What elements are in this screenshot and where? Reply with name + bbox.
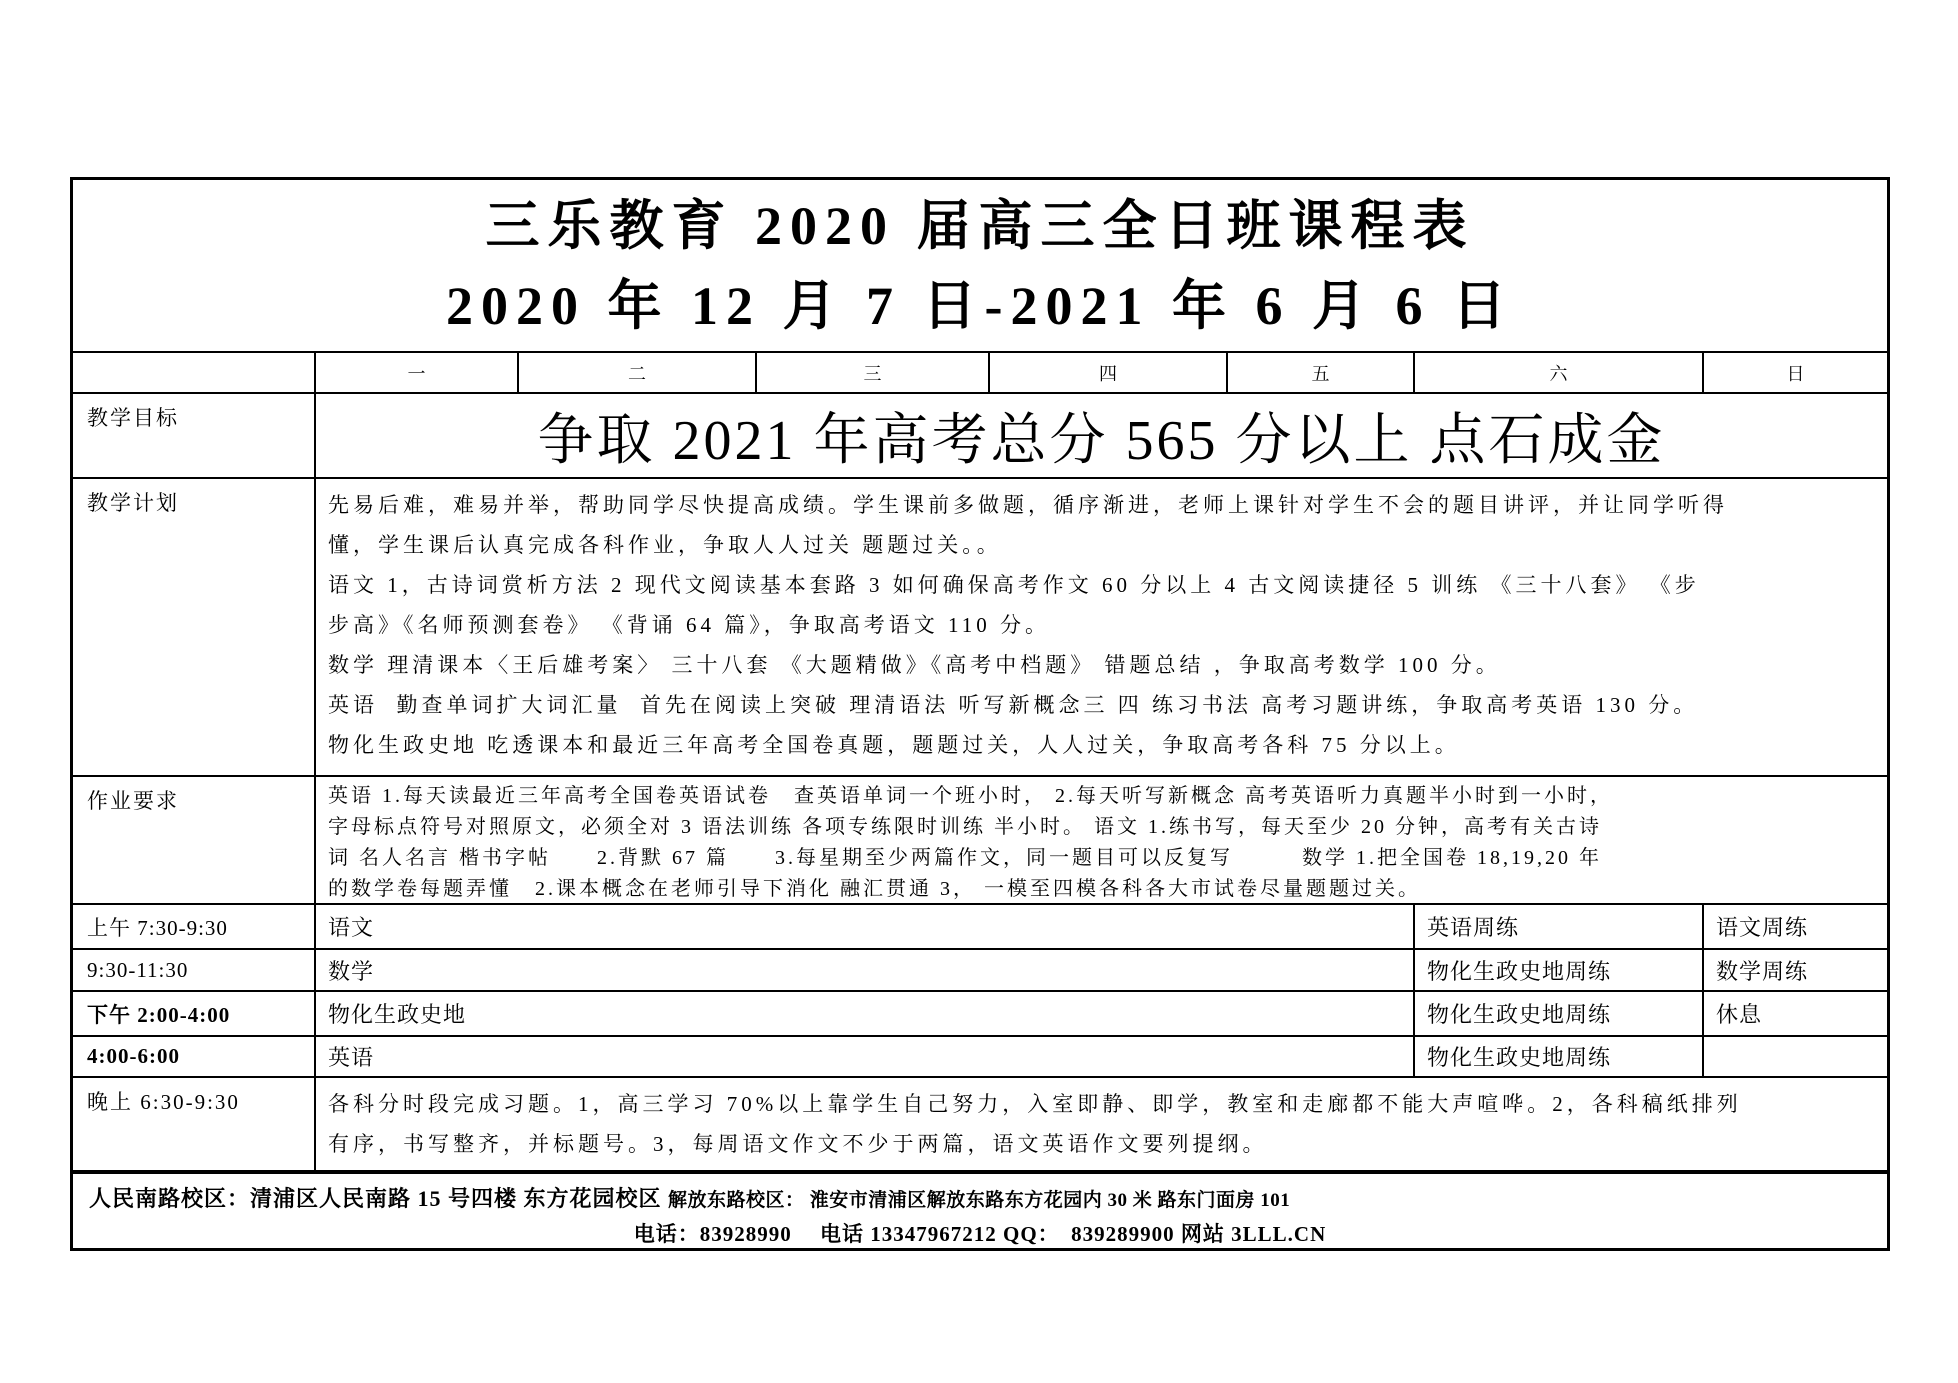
schedule-row-morning2 (73, 948, 1887, 990)
weekday-subject: 物化生政史地 (314, 992, 1413, 1035)
schedule-row-morning1 (73, 903, 1887, 948)
day-header-fri: 五 (1226, 353, 1413, 392)
sunday-activity (1702, 1037, 1887, 1076)
day-header-sun: 日 (1702, 353, 1887, 392)
evening-rules-content (314, 1078, 1887, 1170)
day-header-thu: 四 (988, 353, 1226, 392)
weekday-subject: 语文 (314, 905, 1413, 948)
weekday-subject: 英语 (314, 1037, 1413, 1076)
plan-line: 懂，学生课后认真完成各科作业，争取人人过关 题题过关。。 (328, 533, 1002, 557)
time-slot-label: 9:30-11:30 (87, 957, 189, 982)
day-header-tue: 二 (517, 353, 755, 392)
teaching-goal-row (73, 392, 1887, 477)
teaching-goal-label: 教学目标 (87, 406, 179, 430)
time-slot-label: 上午 7:30-9:30 (87, 915, 228, 940)
plan-line: 语文 1，古诗词赏析方法 2 现代文阅读基本套路 3 如何确保高考作文 60 分以上 4 古文阅读捷径 5 训练 《三十八套》 《步 (328, 573, 1700, 597)
homework-line: 词 名人名言 楷书字帖 2.背默 67 篇 3.每星期至少两篇作文，同一题目可以反复写 数学 1.把全国卷 18,19,20 年 (328, 847, 1602, 869)
plan-line: 英语 勤查单词扩大词汇量 首先在阅读上突破 理清语法 听写新概念三 四 练习书法 高考习题讲练，争取高考英语 130 分。 (328, 693, 1699, 717)
day-header-mon: 一 (314, 353, 517, 392)
saturday-activity: 物化生政史地周练 (1413, 992, 1702, 1035)
campus-main-address: 人民南路校区：清浦区人民南路 15 号四楼 东方花园校区 (89, 1186, 669, 1211)
plan-line: 先易后难，难易并举，帮助同学尽快提高成绩。学生课前多做题，循序渐进，老师上课针对学生不会的题目讲评，并让同学听得 (328, 493, 1728, 517)
teaching-goal-text: 争取 2021 年高考总分 565 分以上 点石成金 (314, 394, 1887, 477)
homework-requirements-row (73, 775, 1887, 903)
homework-line: 字母标点符号对照原文，必须全对 3 语法训练 各项专练限时训练 半小时。 语文 1.练书写，每天至少 20 分钟，高考有关古诗 (328, 816, 1602, 838)
saturday-activity: 物化生政史地周练 (1413, 950, 1702, 990)
campus-addresses (73, 1174, 1887, 1213)
evening-rule-line: 有序，书写整齐，并标题号。3，每周语文作文不少于两篇，语文英语作文要列提纲。 (328, 1132, 1268, 1156)
page-title: 三乐教育 2020 届高三全日班课程表 (485, 195, 1475, 256)
teaching-plan-row (73, 477, 1887, 775)
schedule-row-afternoon1 (73, 990, 1887, 1035)
campus-branch-address: 解放东路校区： 淮安市清浦区解放东路东方花园内 30 米 路东门面房 101 (668, 1190, 1291, 1211)
weekday-subject: 数学 (314, 950, 1413, 990)
plan-line: 步高》《名师预测套卷》 《背诵 64 篇》，争取高考语文 110 分。 (328, 613, 1050, 637)
page-subtitle: 2020 年 12 月 7 日-2021 年 6 月 6 日 (446, 275, 1514, 336)
schedule-row-evening (73, 1076, 1887, 1170)
saturday-activity: 物化生政史地周练 (1413, 1037, 1702, 1076)
teaching-plan-content (314, 479, 1887, 775)
schedule-table (70, 177, 1890, 1251)
schedule-row-afternoon2 (73, 1035, 1887, 1076)
contact-info: 电话：83928990 电话 13347967212 QQ： 839289900 网站 3LLL.CN (633, 1222, 1327, 1246)
homework-line: 英语 1.每天读最近三年高考全国卷英语试卷 查英语单词一个班小时， 2.每天听写新概念 高考英语听力真题半小时到一小时， (328, 785, 1613, 807)
sunday-activity: 数学周练 (1702, 950, 1887, 990)
day-header-sat: 六 (1413, 353, 1702, 392)
homework-requirements-label: 作业要求 (87, 789, 179, 813)
homework-requirements-content (314, 777, 1887, 903)
time-slot-label: 下午 2:00-4:00 (87, 1002, 231, 1027)
day-header-wed: 三 (755, 353, 988, 392)
evening-time-label: 晚上 6:30-9:30 (87, 1090, 240, 1114)
time-slot-label: 4:00-6:00 (87, 1044, 180, 1068)
sunday-activity: 休息 (1702, 992, 1887, 1035)
sunday-activity: 语文周练 (1702, 905, 1887, 948)
day-header-empty (73, 353, 314, 392)
plan-line: 数学 理清课本〈王后雄考案〉 三十八套 《大题精做》《高考中档题》 错题总结 ，争取高考数学 100 分。 (328, 653, 1501, 677)
teaching-plan-label: 教学计划 (87, 491, 179, 515)
title-block (73, 180, 1887, 351)
saturday-activity: 英语周练 (1413, 905, 1702, 948)
day-header-row (73, 351, 1887, 392)
homework-line: 的数学卷每题弄懂 2.课本概念在老师引导下消化 融汇贯通 3， 一模至四模各科各大市试卷尽量题题过关。 (328, 878, 1421, 900)
footer-section (73, 1170, 1887, 1248)
evening-rule-line: 各科分时段完成习题。1，高三学习 70%以上靠学生自己努力，入室即静、即学，教室和走廊都不能大声喧哗。2，各科稿纸排列 (328, 1092, 1742, 1116)
plan-line: 物化生政史地 吃透课本和最近三年高考全国卷真题，题题过关，人人过关，争取高考各科 75 分以上。 (328, 733, 1460, 757)
